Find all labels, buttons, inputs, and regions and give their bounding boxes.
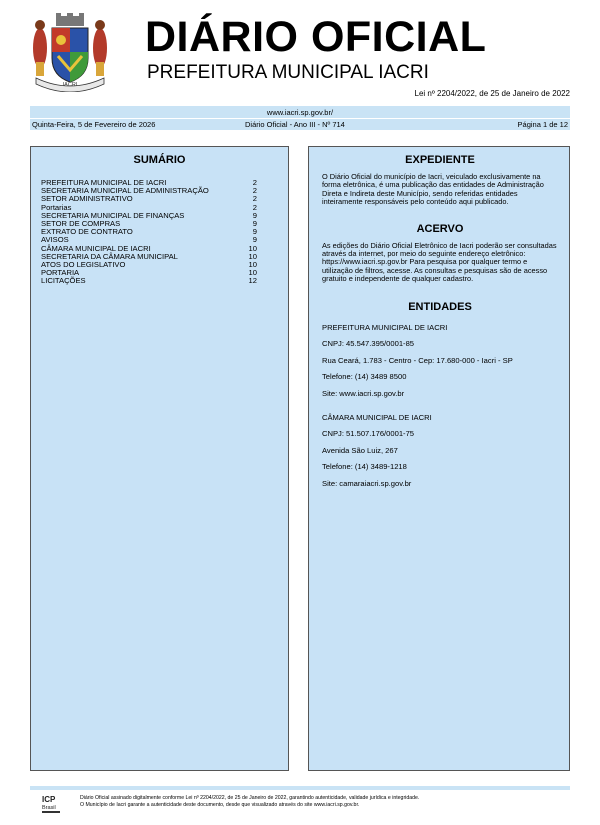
- summary-item-page: 9: [252, 210, 257, 220]
- summary-item-page: 9: [252, 235, 257, 245]
- entity-camara: [322, 413, 558, 489]
- summary-item-label: CÂMARA MUNICIPAL DE IACRI: [41, 243, 151, 253]
- entity-prefeitura: [322, 323, 558, 399]
- summary-title: SUMÁRIO: [133, 154, 186, 166]
- summary-item-page: 9: [252, 219, 257, 229]
- law-reference: Lei nº 2204/2022, de 25 de Janeiro de 2022: [414, 89, 570, 98]
- entity-site[interactable]: Site: www.iacri.sp.gov.br: [322, 388, 405, 398]
- entity-phone: Telefone: (14) 3489 8500: [322, 372, 407, 382]
- svg-text:Brasil: Brasil: [42, 805, 56, 811]
- summary-item[interactable]: [41, 277, 271, 285]
- info-panel: [308, 146, 570, 771]
- site-link[interactable]: www.iacri.sp.gov.br/: [266, 108, 334, 117]
- svg-text:ICP: ICP: [42, 795, 56, 804]
- summary-item-page: 2: [252, 178, 257, 187]
- entity-address: Avenida São Luiz, 267: [322, 445, 398, 455]
- entity-cnpj: CNPJ: 51.507.176/0001-75: [322, 429, 415, 439]
- summary-item-label: PORTARIA: [41, 268, 80, 278]
- summary-item-label: SETOR DE COMPRAS: [41, 219, 121, 229]
- summary-item-label: SECRETARIA MUNICIPAL DE FINANÇAS: [41, 210, 185, 220]
- summary-item[interactable]: [41, 195, 271, 203]
- summary-item-page: 10: [248, 268, 257, 278]
- summary-panel: [30, 146, 289, 771]
- page-subtitle: PREFEITURA MUNICIPAL IACRI: [147, 62, 429, 83]
- page-title: DIÁRIO OFICIAL: [145, 13, 487, 61]
- crest-ribbon-text: IACRI: [62, 82, 78, 88]
- entity-name: PREFEITURA MUNICIPAL DE IACRI: [322, 322, 448, 332]
- summary-item[interactable]: [41, 228, 271, 236]
- summary-item-page: 10: [248, 251, 257, 261]
- entity-phone: Telefone: (14) 3489-1218: [322, 462, 407, 472]
- expediente-title: EXPEDIENTE: [405, 154, 475, 166]
- acervo-text: As edições do Diário Oficial Eletrônico de Iacri poderão ser consultadas através da internet, por meio do seguinte endereço eletrônico: https://www.iacri.sp.gov.br Para pesquisa por qualquer termo e utilização de filtros, acesse. As consultas e pesquisas são de acesso gratuito e independente de qualquer cadastro.: [322, 240, 557, 284]
- entity-name: CÂMARA MUNICIPAL DE IACRI: [322, 412, 432, 422]
- summary-item-label: AVISOS: [41, 235, 69, 245]
- entity-cnpj: CNPJ: 45.547.395/0001-85: [322, 339, 415, 349]
- summary-item-page: 12: [248, 276, 257, 286]
- summary-item-label: ATOS DO LEGISLATIVO: [41, 260, 126, 270]
- summary-item-label: PREFEITURA MUNICIPAL DE IACRI: [41, 178, 167, 187]
- summary-item-label: SETOR ADMINISTRATIVO: [41, 194, 133, 204]
- summary-item-label: SECRETARIA MUNICIPAL DE ADMINISTRAÇÃO: [41, 186, 209, 196]
- entity-address: Rua Ceará, 1.783 - Centro - Cep: 17.680-000 - Iacri - SP: [322, 355, 513, 365]
- page-number: Página 1 de 12: [517, 120, 568, 129]
- edition-number: Diário Oficial - Ano III - Nº 714: [245, 120, 345, 129]
- expediente-text: O Diário Oficial do município de Iacri, veiculado exclusivamente na forma eletrônica, é uma publicação das entidades de Administração Direta e Indireta deste Município, sendo referidas entidades inteiramente responsáveis pelo conteúdo aqui publicado.: [322, 172, 544, 207]
- summary-item-label: LICITAÇÕES: [41, 276, 86, 286]
- summary-item-label: EXTRATO DE CONTRATO: [41, 227, 133, 237]
- summary-item-label: Portarias: [41, 202, 72, 212]
- summary-item-page: 9: [252, 227, 257, 237]
- entity-site[interactable]: Site: camaraiacri.sp.gov.br: [322, 478, 412, 488]
- footer-band: [30, 786, 570, 790]
- footer-text: [80, 795, 419, 809]
- issue-date: Quinta-Feira, 5 de Fevereiro de 2026: [32, 120, 156, 129]
- entidades-title: ENTIDADES: [408, 300, 472, 313]
- summary-item-page: 2: [252, 202, 257, 212]
- summary-item-label: SECRETARIA DA CÂMARA MUNICIPAL: [41, 251, 178, 261]
- summary-item-page: 10: [248, 243, 257, 253]
- municipal-crest: [28, 12, 112, 92]
- summary-list: [41, 179, 271, 286]
- footer-line-1: Diário Oficial assinado digitalmente conforme Lei nº 2204/2022, de 25 de Janeiro de 2022, garantindo autenticidade, validade jurídica e integridade.: [80, 795, 420, 801]
- icp-brasil-logo: [40, 793, 70, 815]
- summary-item-page: 10: [248, 260, 257, 270]
- summary-item-page: 2: [252, 194, 257, 204]
- summary-item-page: 2: [252, 186, 257, 196]
- footer-line-2: O Município de Iacri garante a autenticidade deste documento, desde que visualizado através do site www.iacri.sp.gov.br.: [80, 802, 360, 808]
- acervo-title: ACERVO: [416, 222, 464, 235]
